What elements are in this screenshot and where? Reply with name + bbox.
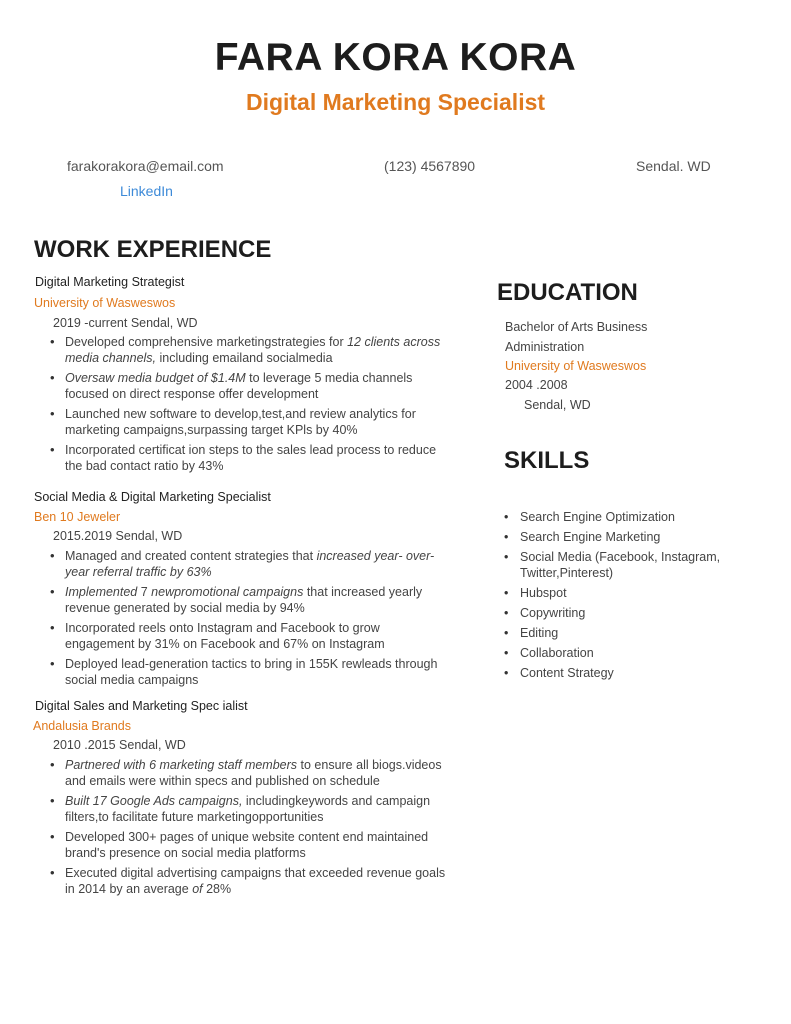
job-organization: University of Wasweswos <box>34 296 176 310</box>
list-item: • Search Engine Marketing <box>504 529 754 545</box>
job-bullets <box>50 757 450 901</box>
location-text: Sendal. WD <box>636 158 711 174</box>
job-organization: Ben 10 Jeweler <box>34 510 121 524</box>
job-bullets <box>50 548 450 692</box>
skills-heading: SKILLS <box>504 447 590 474</box>
list-item: • Built 17 Google Ads campaigns, includingkeywords and campaign filters,to facilitate future marketingopportunities <box>50 793 450 825</box>
list-item: • Deployed lead-generation tactics to bring in 155K rewleads through social media campaigns <box>50 656 450 688</box>
list-item: • Content Strategy <box>504 665 754 681</box>
job-title: Digital Marketing Strategist <box>35 275 185 289</box>
job-title: Social Media & Digital Marketing Specialist <box>34 490 271 504</box>
job-title: Digital Sales and Marketing Spec ialist <box>35 699 248 713</box>
education-years: 2004 .2008 <box>505 378 568 392</box>
candidate-name: FARA KORA KORA <box>214 36 577 79</box>
list-item: • Developed comprehensive marketingstrategies for 12 clients across media channels, including emailand socialmedia <box>50 334 450 366</box>
degree-line-2: Administration <box>505 340 585 354</box>
list-item: • Social Media (Facebook, Instagram, Twitter,Pinterest) <box>504 549 754 581</box>
list-item: • Hubspot <box>504 585 754 601</box>
list-item: • Incorporated certificat ion steps to the sales lead process to reduce the bad contact ratio by 43% <box>50 442 450 474</box>
list-item: • Managed and created content strategies that increased year- over-year referral traffic by 63% <box>50 548 450 580</box>
list-item: • Copywriting <box>504 605 754 621</box>
list-item: • Implemented 7 newpromotional campaigns that increased yearly revenue generated by social media by 94% <box>50 584 450 616</box>
job-organization: Andalusia Brands <box>33 719 131 733</box>
education-heading: EDUCATION <box>497 279 638 306</box>
skills-list <box>504 509 754 685</box>
job-bullets <box>50 334 450 478</box>
list-item: • Oversaw media budget of $1.4M to leverage 5 media channels focused on direct response offer development <box>50 370 450 402</box>
list-item: • Developed 300+ pages of unique website content end maintained brand's presence on social media platforms <box>50 829 450 861</box>
list-item: • Search Engine Optimization <box>504 509 754 525</box>
list-item: • Partnered with 6 marketing staff members to ensure all biogs.videos and emails were within specs and published on schedule <box>50 757 450 789</box>
job-title-header: Digital Marketing Specialist <box>245 89 546 115</box>
list-item: • Incorporated reels onto Instagram and Facebook to grow engagement by 31% on Facebook and 67% on Instagram <box>50 620 450 652</box>
education-school: University of Wasweswos <box>505 359 647 373</box>
list-item: • Launched new software to develop,test,and review analytics for marketing campaigns,surpassing target KPls by 40% <box>50 406 450 438</box>
degree-line-1: Bachelor of Arts Business <box>505 320 648 334</box>
list-item: • Executed digital advertising campaigns that exceeded revenue goals in 2014 by an average of 28% <box>50 865 450 897</box>
list-item: • Collaboration <box>504 645 754 661</box>
phone-text: (123) 4567890 <box>384 158 476 174</box>
job-dates: 2010 .2015 Sendal, WD <box>53 738 186 752</box>
work-experience-heading: WORK EXPERIENCE <box>34 236 272 263</box>
job-dates: 2015.2019 Sendal, WD <box>53 529 183 543</box>
list-item: • Editing <box>504 625 754 641</box>
linkedin-link[interactable]: LinkedIn <box>120 183 173 199</box>
job-dates: 2019 -current Sendal, WD <box>53 316 198 330</box>
email-text: farakorakora@email.com <box>67 158 224 174</box>
education-location: Sendal, WD <box>524 398 591 412</box>
